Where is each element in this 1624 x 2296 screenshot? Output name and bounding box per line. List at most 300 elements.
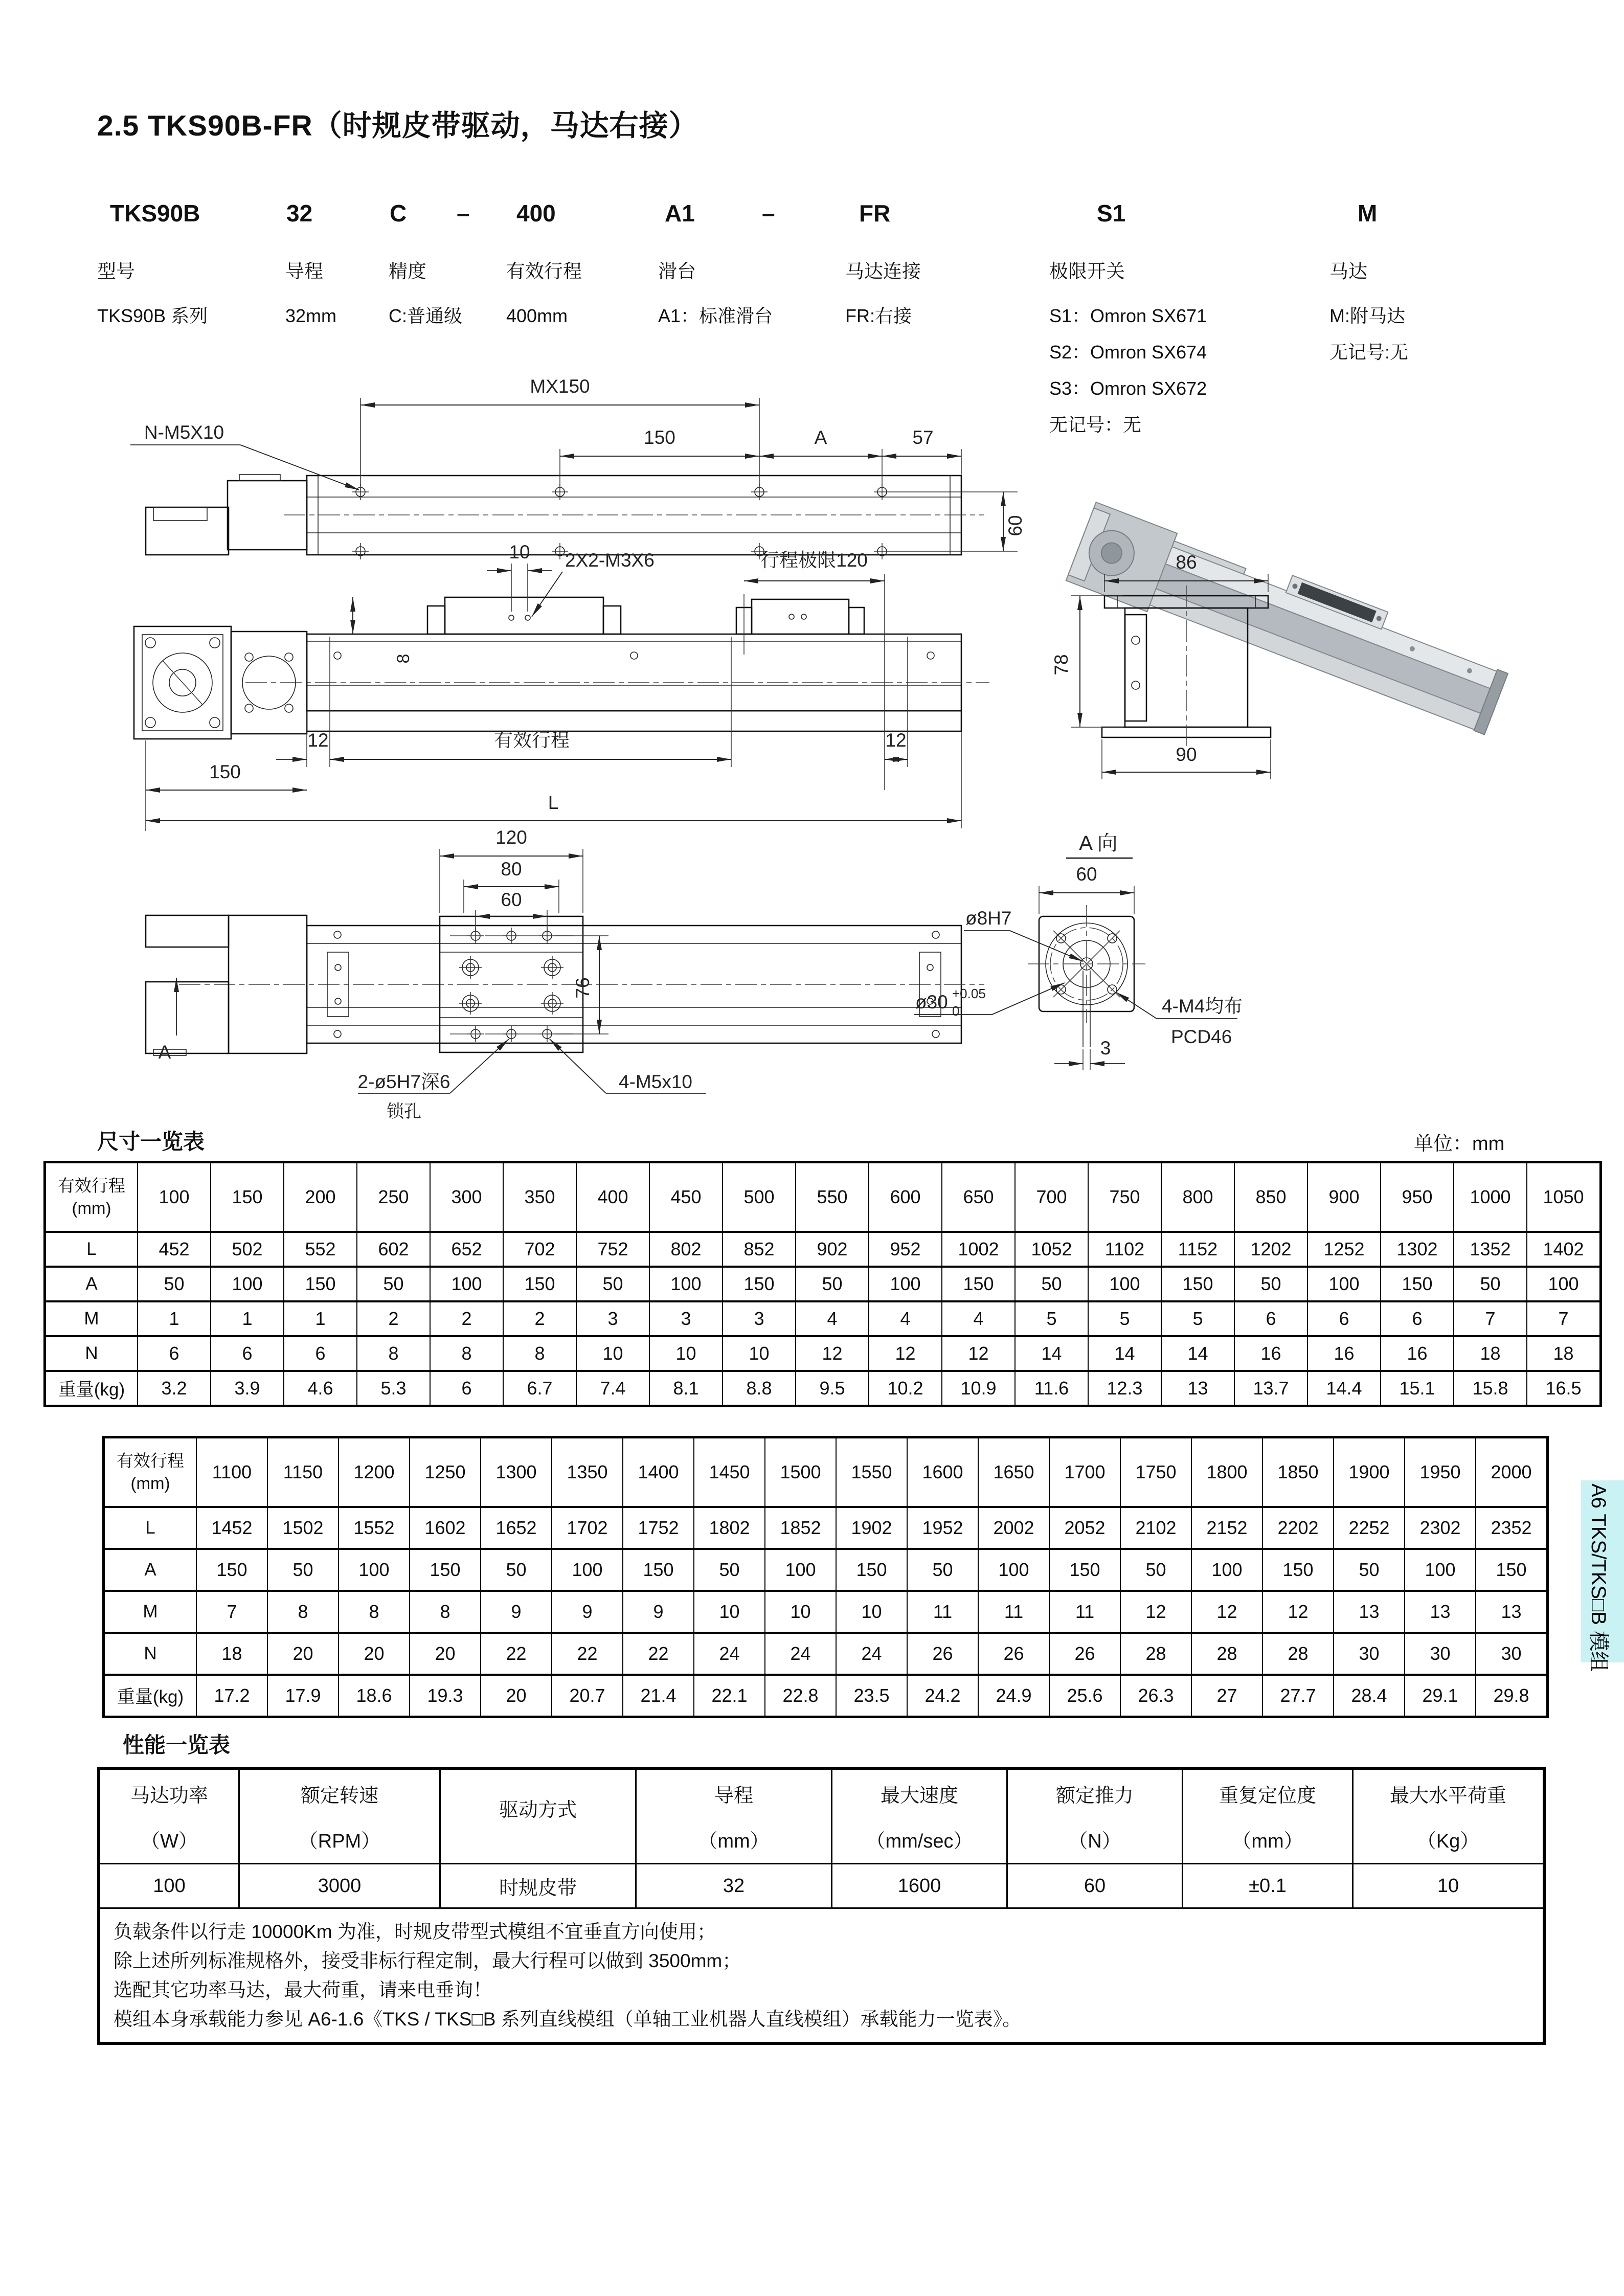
table-cell: 22 [481, 1633, 552, 1675]
spec-col-lead [285, 256, 336, 334]
table-cell: 100 [765, 1549, 836, 1591]
dimension-table-1 [43, 1161, 1602, 1407]
stroke-column-header: 1750 [1120, 1437, 1191, 1507]
stroke-column-header: 1000 [1454, 1162, 1527, 1232]
table-cell: 15.8 [1454, 1371, 1527, 1406]
table-cell: 50 [1454, 1267, 1527, 1301]
spec-value: TKS90B 系列 [97, 305, 208, 326]
dim-57: 57 [912, 427, 934, 448]
table-cell: 7 [1454, 1301, 1527, 1336]
table-cell: 28 [1191, 1633, 1262, 1675]
table-cell: 18 [1454, 1336, 1527, 1371]
row-label: A [45, 1267, 138, 1301]
stroke-column-header: 2000 [1476, 1437, 1548, 1507]
table-cell: 29.8 [1476, 1675, 1548, 1717]
table-cell: 28 [1120, 1633, 1191, 1675]
stroke-column-header: 900 [1307, 1162, 1381, 1232]
dim-stroke-limit-120: 行程极限120 [760, 550, 868, 571]
table-cell: 752 [576, 1232, 649, 1267]
table-cell: 6 [1307, 1301, 1381, 1336]
callout-2x2-m3x6: 2X2-M3X6 [565, 550, 655, 571]
row-label: M [104, 1591, 197, 1633]
table-cell: 150 [1476, 1549, 1548, 1591]
callout-pin-hole-2: 锁孔 [387, 1102, 421, 1121]
front-view-drawing [134, 542, 989, 831]
table-cell: 30 [1476, 1633, 1548, 1675]
table-cell: 22.8 [765, 1675, 836, 1717]
table-row [99, 1864, 1544, 1908]
perf-value-cell: 60 [1007, 1864, 1183, 1908]
stroke-column-header: 200 [284, 1162, 357, 1232]
table-cell: 1802 [694, 1507, 765, 1549]
table-cell: 1702 [552, 1507, 623, 1549]
table-cell: 100 [339, 1549, 410, 1591]
table-cell: 6 [1234, 1301, 1307, 1336]
table-cell: 6 [284, 1336, 357, 1371]
table-cell: 7.4 [576, 1371, 649, 1406]
dim-78: 78 [1051, 654, 1072, 676]
table-cell: 2302 [1405, 1507, 1476, 1549]
spec-value: 400mm [506, 305, 568, 326]
stroke-column-header: 1050 [1527, 1162, 1601, 1232]
table-cell: 2252 [1334, 1507, 1405, 1549]
stroke-column-header: 700 [1015, 1162, 1088, 1232]
dim-12-left: 12 [307, 730, 329, 751]
table-cell: 10.2 [869, 1371, 942, 1406]
table-cell: 24 [836, 1633, 907, 1675]
table-row [45, 1267, 1601, 1301]
dimension-table-2 [102, 1436, 1549, 1718]
chapter-side-tab-label: A6 TKS/TKS□B 模组 [1587, 1483, 1610, 1672]
spec-label: 极限开关 [1049, 261, 1125, 282]
note-line: 选配其它功率马达，最大荷重，请来电垂询！ [114, 1979, 492, 2000]
table-cell: 12 [869, 1336, 942, 1371]
table-cell: 12 [796, 1336, 869, 1371]
table-cell: 23.5 [836, 1675, 907, 1717]
stroke-column-header: 550 [796, 1162, 869, 1232]
table-cell: 150 [942, 1267, 1015, 1301]
stroke-column-header: 850 [1234, 1162, 1307, 1232]
callout-dia-30: ø30 [915, 992, 948, 1012]
stroke-column-header: 1250 [410, 1437, 481, 1507]
stroke-column-header: 800 [1161, 1162, 1234, 1232]
table-cell: 1852 [765, 1507, 836, 1549]
stroke-column-header: 1700 [1049, 1437, 1120, 1507]
dim-60-bottom-view: 60 [501, 889, 522, 910]
table-cell: 100 [211, 1267, 284, 1301]
table-cell: 7 [196, 1591, 267, 1633]
stroke-column-header: 1550 [836, 1437, 907, 1507]
note-line: 负载条件以行走 10000Km 为准，时规皮带型式模组不宜垂直方向使用； [114, 1921, 716, 1942]
spec-col-slider [658, 256, 773, 334]
table-cell: 150 [410, 1549, 481, 1591]
engineering-drawings [0, 327, 1624, 1125]
model-code-series: TKS90B [110, 200, 200, 227]
table-cell: 5 [1088, 1301, 1161, 1336]
table-cell: 26.3 [1120, 1675, 1191, 1717]
table-cell: 12 [942, 1336, 1015, 1371]
table-cell: 5 [1161, 1301, 1234, 1336]
table-cell: 150 [1161, 1267, 1234, 1301]
perf-value-cell: 1600 [832, 1864, 1007, 1908]
table-cell: 50 [1120, 1549, 1191, 1591]
table-cell: 9.5 [796, 1371, 869, 1406]
table-cell: 2002 [978, 1507, 1049, 1549]
table-cell: 18.6 [339, 1675, 410, 1717]
table-cell: 1752 [623, 1507, 694, 1549]
spec-label: 马达 [1329, 261, 1367, 282]
table-cell: 150 [1262, 1549, 1334, 1591]
table-cell: 24 [765, 1633, 836, 1675]
dim-150-top: 150 [644, 427, 675, 448]
dim-10: 10 [509, 542, 530, 562]
dim-a-top: A [814, 427, 827, 448]
note-line: 模组本身承载能力参见 A6-1.6《TKS / TKS□B 系列直线模组（单轴工业机器人直线模组）承载能力一览表》。 [114, 2009, 1022, 2030]
stroke-column-header: 1200 [339, 1437, 410, 1507]
table-cell: 25.6 [1049, 1675, 1120, 1717]
stroke-column-header: 950 [1381, 1162, 1454, 1232]
dim-76: 76 [572, 977, 593, 999]
dim-effective-stroke: 有效行程 [494, 730, 570, 751]
perf-column-header: 导程 （mm） [636, 1768, 832, 1864]
stroke-column-header: 750 [1088, 1162, 1161, 1232]
table-cell: 50 [481, 1549, 552, 1591]
page-title: 2.5 TKS90B-FR（时规皮带驱动，马达右接） [97, 109, 698, 142]
table-row [104, 1633, 1548, 1675]
table-cell: 100 [1088, 1267, 1161, 1301]
spec-label: 马达连接 [845, 261, 921, 282]
table-cell: 100 [869, 1267, 942, 1301]
table-cell: 28 [1262, 1633, 1334, 1675]
table-cell: 16.5 [1527, 1371, 1601, 1406]
table-cell: 852 [723, 1232, 796, 1267]
table-cell: 9 [623, 1591, 694, 1633]
table-cell: 100 [1527, 1267, 1601, 1301]
table-cell: 150 [623, 1549, 694, 1591]
stroke-column-header: 1450 [694, 1437, 765, 1507]
spec-col-stroke [506, 256, 582, 334]
table-cell: 5.3 [357, 1371, 430, 1406]
spec-value: S2：Omron SX674 [1049, 342, 1207, 363]
table-cell: 14 [1015, 1336, 1088, 1371]
dim-12-right: 12 [885, 730, 907, 751]
table-row [104, 1507, 1548, 1549]
dim-80: 80 [501, 859, 522, 880]
stroke-column-header: 1100 [196, 1437, 267, 1507]
product-3d-render [1066, 500, 1513, 740]
model-code-grade: C [390, 200, 407, 227]
dim-8: 8 [394, 654, 413, 664]
stroke-column-header: 1950 [1405, 1437, 1476, 1507]
table-cell: 952 [869, 1232, 942, 1267]
table-cell: 100 [552, 1549, 623, 1591]
table-cell: 100 [430, 1267, 503, 1301]
bottom-view-drawing [146, 827, 984, 1121]
table-cell: 27 [1191, 1675, 1262, 1717]
notes-cell [99, 1908, 1544, 2044]
callout-pin-hole: 2-ø5H7深6 [357, 1071, 450, 1092]
table-cell: 10.9 [942, 1371, 1015, 1406]
table-cell: 3 [576, 1301, 649, 1336]
table-cell: 50 [1334, 1549, 1405, 1591]
table-cell: 3.9 [211, 1371, 284, 1406]
perf-value-cell: 100 [99, 1864, 239, 1908]
table-cell: 1352 [1454, 1232, 1527, 1267]
table-cell: 18 [196, 1633, 267, 1675]
table-cell: 24 [694, 1633, 765, 1675]
table-cell: 16 [1234, 1336, 1307, 1371]
spec-label: 精度 [389, 261, 426, 282]
table-row [45, 1301, 1601, 1336]
table-cell: 22.1 [694, 1675, 765, 1717]
perf-column-header: 额定推力 （N） [1007, 1768, 1183, 1864]
table-cell: 19.3 [410, 1675, 481, 1717]
table-cell: 1152 [1161, 1232, 1234, 1267]
spec-label: 有效行程 [506, 261, 582, 282]
table-cell: 2 [503, 1301, 576, 1336]
callout-dia-30-tol-hi: +0.05 [952, 986, 986, 1001]
dim-90: 90 [1176, 744, 1197, 765]
table-cell: 150 [503, 1267, 576, 1301]
table-cell: 24.9 [978, 1675, 1049, 1717]
perf-column-header: 重复定位度 （mm） [1183, 1768, 1353, 1864]
row-label: 重量(kg) [104, 1675, 197, 1717]
table-cell: 8.1 [649, 1371, 723, 1406]
model-code-dash-2: – [762, 200, 775, 227]
stroke-column-header: 1900 [1334, 1437, 1405, 1507]
spec-col-motor-conn [845, 256, 921, 334]
table-cell: 6.7 [503, 1371, 576, 1406]
model-code-dash-1: – [457, 200, 470, 227]
stroke-column-header: 300 [430, 1162, 503, 1232]
table-cell: 50 [267, 1549, 339, 1591]
table-cell: 6 [430, 1371, 503, 1406]
stroke-column-header: 350 [503, 1162, 576, 1232]
perf-table-title: 性能一览表 [123, 1733, 231, 1757]
table-cell: 100 [1191, 1549, 1262, 1591]
table-cell: 150 [284, 1267, 357, 1301]
table-cell: 1952 [907, 1507, 978, 1549]
spec-value: 无记号:无 [1329, 342, 1409, 363]
table-cell: 28.4 [1334, 1675, 1405, 1717]
table-cell: 30 [1405, 1633, 1476, 1675]
table-cell: 2352 [1476, 1507, 1548, 1549]
table-cell: 9 [481, 1591, 552, 1633]
table-cell: 13 [1334, 1591, 1405, 1633]
stroke-column-header: 1350 [552, 1437, 623, 1507]
spec-value: 32mm [285, 305, 337, 326]
perf-value-cell: ±0.1 [1183, 1864, 1353, 1908]
table-cell: 1202 [1234, 1232, 1307, 1267]
perf-column-header: 额定转速 （RPM） [239, 1768, 440, 1864]
callout-dia-30-tol-lo: 0 [952, 1003, 960, 1019]
table-cell: 4.6 [284, 1371, 357, 1406]
stroke-column-header: 1300 [481, 1437, 552, 1507]
spec-col-grade [389, 256, 462, 334]
table-cell: 18 [1527, 1336, 1601, 1371]
table-cell: 10 [694, 1591, 765, 1633]
table-cell: 100 [1405, 1549, 1476, 1591]
table-cell: 26 [978, 1633, 1049, 1675]
row-label: L [45, 1232, 138, 1267]
model-code-lead: 32 [286, 200, 313, 227]
a-direction-view [914, 832, 1243, 1070]
table-cell: 14.4 [1307, 1371, 1381, 1406]
table-cell: 1452 [196, 1507, 267, 1549]
table-cell: 12.3 [1088, 1371, 1161, 1406]
table-cell: 1 [138, 1301, 211, 1336]
dim-L: L [548, 792, 559, 813]
perf-value-cell: 3000 [239, 1864, 440, 1908]
table-cell: 1252 [1307, 1232, 1381, 1267]
table-cell: 1 [211, 1301, 284, 1336]
row-label: 重量(kg) [45, 1371, 138, 1406]
table-cell: 2102 [1120, 1507, 1191, 1549]
table-cell: 13 [1476, 1591, 1548, 1633]
table-cell: 21.4 [623, 1675, 694, 1717]
stroke-column-header: 400 [576, 1162, 649, 1232]
dim-86: 86 [1176, 552, 1197, 573]
table-cell: 50 [1015, 1267, 1088, 1301]
callout-pcd46: PCD46 [1171, 1026, 1232, 1047]
table-cell: 4 [942, 1301, 1015, 1336]
table-cell: 1552 [339, 1507, 410, 1549]
table-cell: 29.1 [1405, 1675, 1476, 1717]
table-cell: 8 [410, 1591, 481, 1633]
table-cell: 20 [267, 1633, 339, 1675]
stroke-header-cell: 有效行程 (mm) [45, 1162, 138, 1232]
callout-4-m5x10: 4-M5x10 [619, 1071, 692, 1092]
stroke-header-cell: 有效行程 (mm) [104, 1437, 197, 1507]
table-cell: 902 [796, 1232, 869, 1267]
table-cell: 602 [357, 1232, 430, 1267]
callout-4-m4: 4-M4均布 [1162, 996, 1243, 1017]
table-cell: 11 [907, 1591, 978, 1633]
table-cell: 50 [1234, 1267, 1307, 1301]
table-cell: 100 [978, 1549, 1049, 1591]
table-cell: 3 [723, 1301, 796, 1336]
table-cell: 2052 [1049, 1507, 1120, 1549]
chapter-side-tab [1581, 1480, 1624, 1672]
table-cell: 50 [907, 1549, 978, 1591]
row-label: N [45, 1336, 138, 1371]
table-cell: 150 [723, 1267, 796, 1301]
table-cell: 13 [1405, 1591, 1476, 1633]
stroke-column-header: 100 [138, 1162, 211, 1232]
table-cell: 150 [1381, 1267, 1454, 1301]
note-line: 除上述所列标准规格外，接受非标行程定制，最大行程可以做到 3500mm； [114, 1950, 741, 1971]
table-cell: 1902 [836, 1507, 907, 1549]
table-cell: 5 [1015, 1301, 1088, 1336]
spec-value: FR:右接 [845, 305, 912, 326]
table-cell: 1 [284, 1301, 357, 1336]
table-cell: 8 [430, 1336, 503, 1371]
table-cell: 14 [1161, 1336, 1234, 1371]
a-view-title: A 向 [1079, 832, 1118, 854]
table-cell: 100 [1307, 1267, 1381, 1301]
stroke-column-header: 1600 [907, 1437, 978, 1507]
row-label: L [104, 1507, 197, 1549]
table-cell: 8 [357, 1336, 430, 1371]
table-cell: 10 [836, 1591, 907, 1633]
table-cell: 11.6 [1015, 1371, 1088, 1406]
stroke-column-header: 650 [942, 1162, 1015, 1232]
stroke-column-header: 1400 [623, 1437, 694, 1507]
table-cell: 1002 [942, 1232, 1015, 1267]
table-cell: 150 [836, 1549, 907, 1591]
stroke-column-header: 450 [649, 1162, 723, 1232]
table-cell: 652 [430, 1232, 503, 1267]
spec-value: S3：Omron SX672 [1049, 378, 1207, 399]
spec-label: 型号 [97, 261, 135, 282]
callout-dia-8h7: ø8H7 [965, 908, 1012, 929]
model-code-motor: M [1358, 200, 1378, 227]
performance-table [97, 1767, 1546, 2045]
table-cell: 16 [1381, 1336, 1454, 1371]
table-cell: 6 [1381, 1301, 1454, 1336]
table-cell: 9 [552, 1591, 623, 1633]
table-cell: 10 [576, 1336, 649, 1371]
table-cell: 26 [907, 1633, 978, 1675]
table-cell: 1402 [1527, 1232, 1601, 1267]
table-cell: 8 [267, 1591, 339, 1633]
table-cell: 20 [410, 1633, 481, 1675]
dim-mx150: MX150 [530, 376, 590, 397]
dim-60-top-view: 60 [1005, 515, 1026, 536]
spec-col-model [97, 256, 208, 334]
table-cell: 150 [1049, 1549, 1120, 1591]
view-a-arrow-label: A [158, 1042, 171, 1063]
table-row [104, 1549, 1548, 1591]
table-cell: 6 [211, 1336, 284, 1371]
table-cell: 8.8 [723, 1371, 796, 1406]
stroke-column-header: 600 [869, 1162, 942, 1232]
table-cell: 8 [503, 1336, 576, 1371]
table-cell: 10 [723, 1336, 796, 1371]
spec-value: 无记号：无 [1049, 414, 1142, 435]
callout-n-m5x10: N-M5X10 [144, 422, 224, 443]
table-cell: 3.2 [138, 1371, 211, 1406]
table-cell: 27.7 [1262, 1675, 1334, 1717]
table-cell: 502 [211, 1232, 284, 1267]
table-row [99, 1908, 1544, 2044]
table-cell: 11 [978, 1591, 1049, 1633]
table-cell: 24.2 [907, 1675, 978, 1717]
table-cell: 13 [1161, 1371, 1234, 1406]
table-cell: 10 [765, 1591, 836, 1633]
table-cell: 1502 [267, 1507, 339, 1549]
table-cell: 1102 [1088, 1232, 1161, 1267]
table-cell: 6 [138, 1336, 211, 1371]
table-cell: 26 [1049, 1633, 1120, 1675]
stroke-column-header: 250 [357, 1162, 430, 1232]
dim-150-front: 150 [209, 761, 241, 782]
table-cell: 1652 [481, 1507, 552, 1549]
table-cell: 20.7 [552, 1675, 623, 1717]
table-row [45, 1336, 1601, 1371]
table-cell: 50 [357, 1267, 430, 1301]
model-code-slider: A1 [665, 200, 695, 227]
model-code-stroke: 400 [516, 200, 556, 227]
spec-label: 导程 [285, 261, 323, 282]
stroke-column-header: 150 [211, 1162, 284, 1232]
table-cell: 17.2 [196, 1675, 267, 1717]
top-view-drawing [130, 376, 1026, 559]
table-cell: 16 [1307, 1336, 1381, 1371]
table-cell: 10 [649, 1336, 723, 1371]
table-cell: 2202 [1262, 1507, 1334, 1549]
table-cell: 100 [649, 1267, 723, 1301]
